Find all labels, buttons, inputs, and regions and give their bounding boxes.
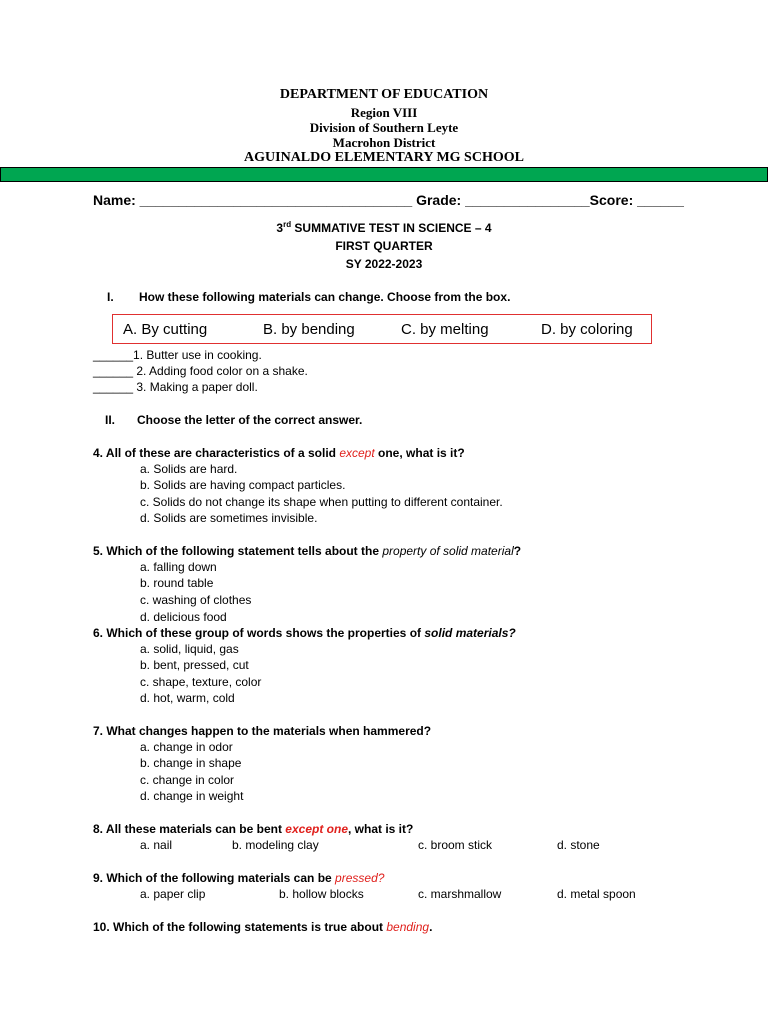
q5-option-b: b. round table	[140, 576, 214, 590]
item-2: ______ 2. Adding food color on a shake.	[93, 364, 308, 378]
question-4-emphasis: except	[339, 446, 375, 460]
test-title	[0, 220, 768, 235]
question-9	[93, 871, 384, 885]
question-8-text: 8. All these materials can be bent	[93, 822, 286, 836]
q6-option-a: a. solid, liquid, gas	[140, 642, 239, 656]
student-info-line: Name: ___________________________________ Grade: ________________Score: ______	[93, 192, 684, 208]
district-label: Macrohon District	[332, 135, 436, 150]
question-5-text: 5. Which of the following statement tells about the	[93, 544, 383, 558]
q9-option-a: a. paper clip	[140, 887, 206, 901]
division-label: Division of Southern Leyte	[309, 120, 459, 135]
test-ordinal-suffix: rd	[283, 220, 292, 229]
item-1: ______1. Butter use in cooking.	[93, 348, 262, 362]
q4-option-a: a. Solids are hard.	[140, 462, 238, 476]
q8-option-a: a. nail	[140, 838, 173, 852]
q9-option-b: b. hollow blocks	[279, 887, 364, 901]
test-ordinal: 3	[276, 221, 284, 235]
quarter-label: FIRST QUARTER	[335, 239, 433, 253]
q4-option-d: d. Solids are sometimes invisible.	[140, 511, 318, 525]
q5-option-c: c. washing of clothes	[140, 593, 252, 607]
q6-option-c: c. shape, texture, color	[140, 675, 262, 689]
question-6-emphasis: solid materials?	[424, 626, 516, 640]
part-two-numeral: II.	[105, 413, 116, 427]
department-title: DEPARTMENT OF EDUCATION	[279, 87, 489, 102]
part-one-numeral: I.	[107, 290, 114, 304]
q8-option-c: c. broom stick	[418, 838, 493, 852]
header-divider-bar	[0, 167, 768, 182]
school-name: AGUINALDO ELEMENTARY MG SCHOOL	[244, 150, 524, 165]
part-one-instruction	[107, 290, 510, 304]
q5-option-a: a. falling down	[140, 560, 217, 574]
question-9-text: 9. Which of the following materials can be	[93, 871, 336, 885]
question-5-end: ?	[513, 544, 522, 558]
part-two-instruction	[105, 413, 362, 427]
q4-option-b: b. Solids are having compact particles.	[140, 478, 346, 492]
test-title-rest: SUMMATIVE TEST IN SCIENCE – 4	[291, 221, 492, 235]
question-5	[93, 544, 521, 558]
question-4-text: 4. All of these are characteristics of a solid	[93, 446, 340, 460]
question-10-emphasis: bending	[386, 920, 430, 934]
question-5-emphasis: property of solid material	[382, 544, 514, 558]
region-label: Region VIII	[350, 105, 418, 120]
q8-option-b: b. modeling clay	[232, 838, 319, 852]
question-10	[93, 920, 432, 934]
q6-option-b: b. bent, pressed, cut	[140, 658, 249, 672]
question-9-emphasis: pressed?	[335, 871, 385, 885]
school-year-label: SY 2022-2023	[345, 257, 423, 271]
q7-option-b: b. change in shape	[140, 756, 242, 770]
question-8-emphasis: except one	[285, 822, 348, 836]
q9-option-d: d. metal spoon	[557, 887, 636, 901]
part-one-text: How these following materials can change. Choose from the box.	[139, 290, 511, 304]
choice-d: D. by coloring	[541, 321, 633, 338]
part-two-text: Choose the letter of the correct answer.	[137, 413, 363, 427]
question-7: 7. What changes happen to the materials when hammered?	[93, 724, 432, 738]
question-8-end: , what is it?	[348, 822, 414, 836]
q4-option-c: c. Solids do not change its shape when putting to different container.	[140, 495, 503, 509]
question-6	[93, 626, 516, 640]
question-8	[93, 822, 413, 836]
question-4	[93, 446, 465, 460]
question-10-text: 10. Which of the following statements is true about	[93, 920, 387, 934]
choice-a: A. By cutting	[123, 321, 208, 338]
choice-c: C. by melting	[401, 321, 489, 338]
question-4-end: one, what is it?	[374, 446, 465, 460]
q9-option-c: c. marshmallow	[418, 887, 502, 901]
q8-option-d: d. stone	[557, 838, 600, 852]
question-6-text: 6. Which of these group of words shows the properties of	[93, 626, 425, 640]
choice-b: B. by bending	[263, 321, 355, 338]
item-3: ______ 3. Making a paper doll.	[93, 380, 258, 394]
q5-option-d: d. delicious food	[140, 610, 227, 624]
q7-option-a: a. change in odor	[140, 740, 233, 754]
question-10-end: .	[429, 920, 433, 934]
q6-option-d: d. hot, warm, cold	[140, 691, 235, 705]
q7-option-d: d. change in weight	[140, 789, 244, 803]
q7-option-c: c. change in color	[140, 773, 235, 787]
